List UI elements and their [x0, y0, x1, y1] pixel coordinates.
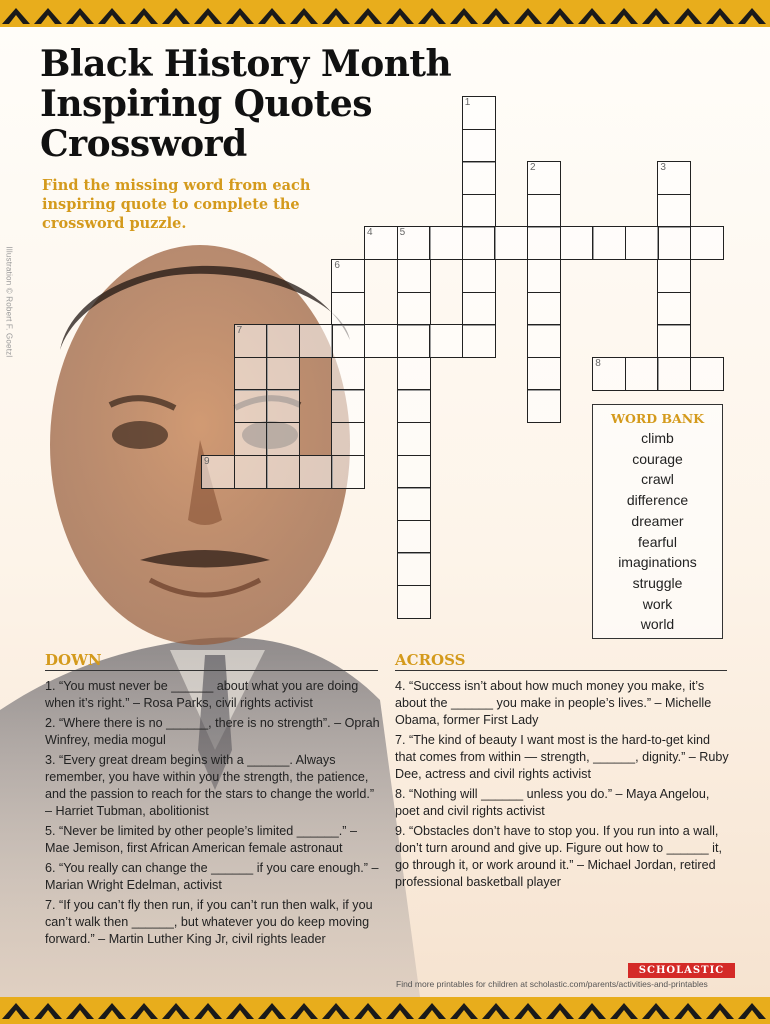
crossword-cell[interactable] [494, 226, 528, 260]
crossword-cell[interactable] [462, 96, 496, 130]
crossword-cell[interactable] [201, 455, 235, 489]
crossword-cell[interactable] [397, 520, 431, 554]
word-bank-item: courage [632, 450, 683, 467]
crossword-cell[interactable] [625, 357, 659, 391]
crossword-cell[interactable] [462, 194, 496, 228]
word-bank-item: struggle [632, 574, 683, 591]
down-clue: 6. “You really can change the ______ if you care enough.” – Marian Wright Edelman, activist [45, 861, 379, 892]
crossword-cell[interactable] [331, 389, 365, 423]
crossword-cell[interactable] [462, 226, 496, 260]
crossword-cell[interactable] [397, 487, 431, 521]
crossword-cell[interactable] [266, 389, 300, 423]
clue-number: 8 [595, 357, 601, 369]
word-bank-item: difference [626, 492, 689, 509]
crossword-cell[interactable] [429, 226, 463, 260]
clue-number: 1 [464, 97, 471, 108]
clue-number: 7 [236, 325, 243, 337]
crossword-cell[interactable] [462, 292, 496, 326]
crossword-cell[interactable] [331, 259, 365, 293]
across-clue: 8. “Nothing will ______ unless you do.” – Maya Angelou, poet and civil rights activist [395, 787, 710, 818]
crossword-cell[interactable] [527, 324, 561, 358]
word-bank-title: WORD BANK [610, 411, 705, 426]
crossword-cell[interactable] [266, 422, 300, 456]
crossword-cell[interactable] [299, 324, 333, 358]
crossword-cell[interactable] [592, 226, 626, 260]
crossword-cell[interactable] [331, 357, 365, 391]
down-clue: 5. “Never be limited by other people’s limited ______.” – Mae Jemison, first African American female astronaut [45, 824, 357, 855]
crossword-cell[interactable] [266, 357, 300, 391]
crossword-cell[interactable] [266, 324, 300, 358]
clue-number: 4 [367, 227, 373, 239]
page-title: Black History Month Inspiring Quotes Crossword [40, 43, 452, 165]
crossword-cell[interactable] [527, 292, 561, 326]
crossword-cell[interactable] [397, 455, 431, 489]
crossword-cell[interactable] [429, 324, 463, 358]
across-heading: ACROSS [395, 651, 466, 669]
crossword-cell[interactable] [527, 226, 561, 260]
crossword-cell[interactable] [331, 292, 365, 326]
crossword-cell[interactable] [657, 194, 691, 228]
crossword-cell[interactable] [397, 389, 431, 423]
word-bank [592, 404, 723, 639]
crossword-cell[interactable] [592, 357, 626, 391]
crossword-cell[interactable] [364, 226, 398, 260]
word-bank-item: imaginations [618, 554, 697, 571]
crossword-cell[interactable] [462, 259, 496, 293]
word-bank-item: world [640, 616, 675, 633]
scholastic-logo: SCHOLASTIC [628, 963, 735, 978]
crossword-cell[interactable] [397, 422, 431, 456]
clue-number: 5 [399, 227, 406, 239]
crossword-cell[interactable] [657, 292, 691, 326]
word-bank-list [593, 428, 722, 635]
crossword-cell[interactable] [560, 226, 594, 260]
crossword-cell[interactable] [657, 324, 691, 358]
crossword-cell[interactable] [331, 324, 365, 358]
crossword-cell[interactable] [397, 226, 431, 260]
crossword-cell[interactable] [397, 292, 431, 326]
down-heading: DOWN [45, 651, 102, 669]
crossword-cell[interactable] [397, 552, 431, 586]
crossword-cell[interactable] [657, 259, 691, 293]
page-subtitle: Find the missing word from each inspiring quote to complete the crossword puzzle. [42, 177, 311, 232]
clue-number: 3 [660, 162, 666, 174]
across-clue: 7. “The kind of beauty I want most is the hard-to-get kind that comes from within — strength, ______, dignity.” – Ruby Dee, actress and civil rights activist [395, 733, 729, 781]
across-clues [395, 678, 730, 894]
crossword-cell[interactable] [527, 161, 561, 195]
crossword-cell[interactable] [397, 259, 431, 293]
word-bank-item: crawl [641, 471, 674, 488]
crossword-cell[interactable] [462, 161, 496, 195]
crossword-cell[interactable] [527, 357, 561, 391]
word-bank-item: dreamer [631, 512, 684, 529]
crossword-cell[interactable] [657, 226, 691, 260]
down-clue: 7. “If you can’t fly then run, if you can’t run then walk, if you can’t walk then ______, but whatever you do keep moving forward.” – Martin Luther King Jr, civil rights leader [45, 898, 373, 946]
crossword-cell[interactable] [234, 422, 268, 456]
down-clues [45, 678, 380, 951]
word-bank-item: climb [641, 430, 674, 446]
crossword-cell[interactable] [527, 389, 561, 423]
clue-number: 6 [334, 260, 340, 271]
clue-number: 9 [204, 455, 210, 467]
crossword-cell[interactable] [299, 455, 333, 489]
down-rule [45, 670, 378, 671]
across-rule [395, 670, 727, 671]
crossword-cell[interactable] [234, 389, 268, 423]
across-clue: 9. “Obstacles don’t have to stop you. If you run into a wall, don’t turn around and give up. Figure out how to ______ it, go through it, or work around it.” – Michael Jordan, retired professional basketball player [395, 824, 722, 889]
crossword-cell[interactable] [397, 324, 431, 358]
down-clue: 3. “Every great dream begins with a ______. Always remember, you have within you the strength, the patience, and the passion to reach for the stars to change the world.” – Harriet Tubman, abolitionist [45, 753, 375, 818]
clue-number: 2 [530, 162, 536, 174]
crossword-cell[interactable] [364, 324, 398, 358]
crossword-cell[interactable] [527, 259, 561, 293]
crossword-cell[interactable] [331, 422, 365, 456]
crossword-cell[interactable] [527, 194, 561, 228]
crossword-cell[interactable] [234, 324, 268, 358]
crossword-cell[interactable] [397, 357, 431, 391]
illustration-credit: Illustration © Robert F. Goetzl [4, 246, 14, 358]
crossword-cell[interactable] [462, 324, 496, 358]
crossword-cell[interactable] [462, 129, 496, 163]
crossword-cell[interactable] [397, 585, 431, 619]
crossword-cell[interactable] [657, 357, 691, 391]
crossword-cell[interactable] [690, 357, 724, 391]
down-clue: 1. “You must never be ______ about what you are doing when it’s right.” – Rosa Parks, civil rights activist [45, 679, 359, 710]
down-clue: 2. “Where there is no ______, there is no strength”. – Oprah Winfrey, media mogul [45, 716, 380, 747]
crossword-cell[interactable] [234, 455, 268, 489]
crossword-cell[interactable] [331, 455, 365, 489]
word-bank-item: fearful [638, 533, 677, 550]
across-clue: 4. “Success isn’t about how much money you make, it’s about the ______ you make in people’s lives.” – Michelle Obama, former First Lady [395, 679, 712, 727]
footer-text: Find more printables for children at scholastic.com/parents/activities-and-printables [396, 979, 708, 989]
crossword-cell[interactable] [657, 161, 691, 195]
crossword-cell[interactable] [690, 226, 724, 260]
word-bank-item: work [642, 595, 673, 612]
crossword-cell[interactable] [625, 226, 659, 260]
crossword-cell[interactable] [234, 357, 268, 391]
crossword-cell[interactable] [266, 455, 300, 489]
